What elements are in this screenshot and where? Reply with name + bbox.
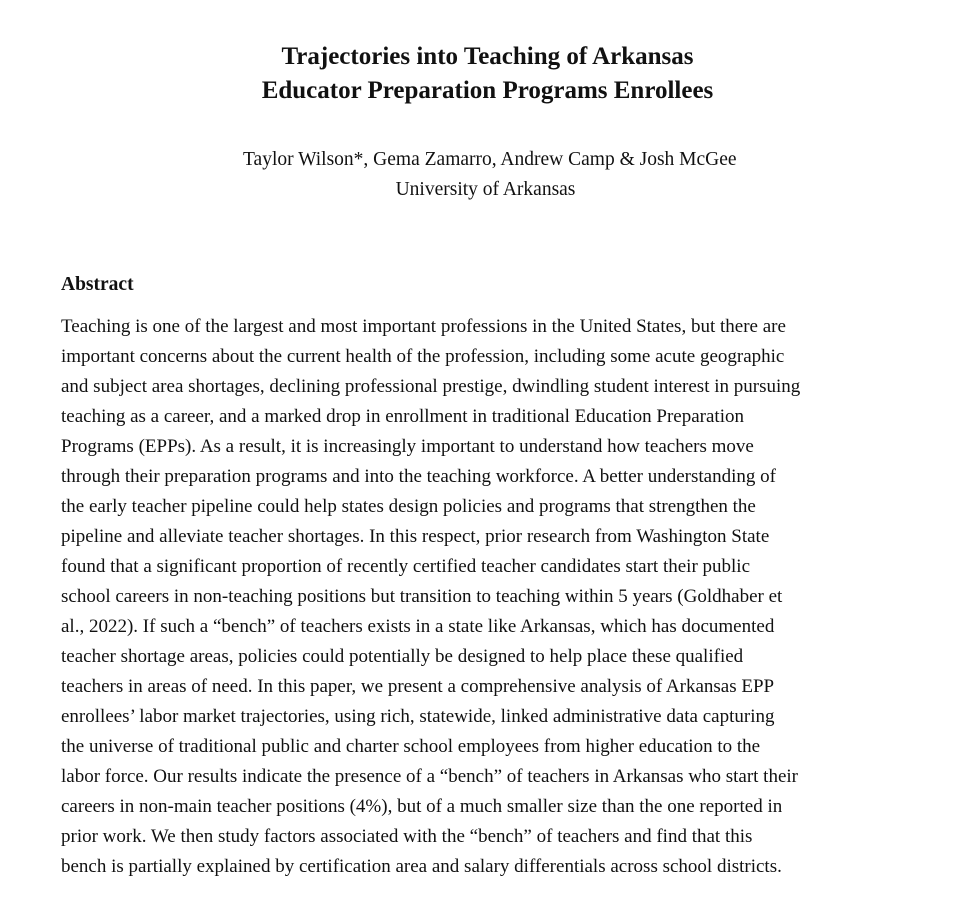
abstract-line: teachers in areas of need. In this paper, we present a comprehensive analysis of Arkansas EPP [61,676,775,697]
author-affiliation: University of Arkansas [395,179,576,200]
abstract-heading: Abstract [61,274,134,295]
abstract-line: the universe of traditional public and charter school employees from higher education to the [61,736,761,757]
abstract-line: bench is partially explained by certification area and salary differentials across school districts. [61,856,782,877]
abstract-line: and subject area shortages, declining professional prestige, dwindling student interest in pursuing [61,376,801,397]
abstract-line: careers in non-main teacher positions (4%), but of a much smaller size than the one reported in [61,796,783,817]
abstract-line: through their preparation programs and into the teaching workforce. A better understanding of [61,466,776,487]
abstract-line: al., 2022). If such a “bench” of teachers exists in a state like Arkansas, which has documented [61,616,775,637]
abstract-line: teacher shortage areas, policies could potentially be designed to help place these qualified [61,646,744,667]
abstract-line: school careers in non-teaching positions but transition to teaching within 5 years (Goldhaber et [61,586,783,607]
abstract-line: Programs (EPPs). As a result, it is increasingly important to understand how teachers move [61,436,754,457]
paper-title-line-2: Educator Preparation Programs Enrollees [261,77,714,104]
abstract-line: the early teacher pipeline could help states design policies and programs that strengthen the [61,496,756,517]
abstract-line: pipeline and alleviate teacher shortages. In this respect, prior research from Washington State [61,526,770,547]
abstract-line: Teaching is one of the largest and most important professions in the United States, but there are [61,316,786,337]
author-list: Taylor Wilson*, Gema Zamarro, Andrew Camp & Josh McGee [243,149,737,170]
abstract-line: prior work. We then study factors associated with the “bench” of teachers and find that this [61,826,753,847]
abstract-line: teaching as a career, and a marked drop in enrollment in traditional Education Preparation [61,406,744,427]
abstract-line: labor force. Our results indicate the presence of a “bench” of teachers in Arkansas who start their [61,766,799,787]
abstract-line: enrollees’ labor market trajectories, using rich, statewide, linked administrative data capturing [61,706,775,727]
paper-title [0,40,975,108]
paper-title-line-1: Trajectories into Teaching of Arkansas [281,43,694,70]
abstract-line: important concerns about the current health of the profession, including some acute geographic [61,346,785,367]
abstract-line: found that a significant proportion of recently certified teacher candidates start their public [61,556,751,577]
abstract-body [61,312,921,882]
